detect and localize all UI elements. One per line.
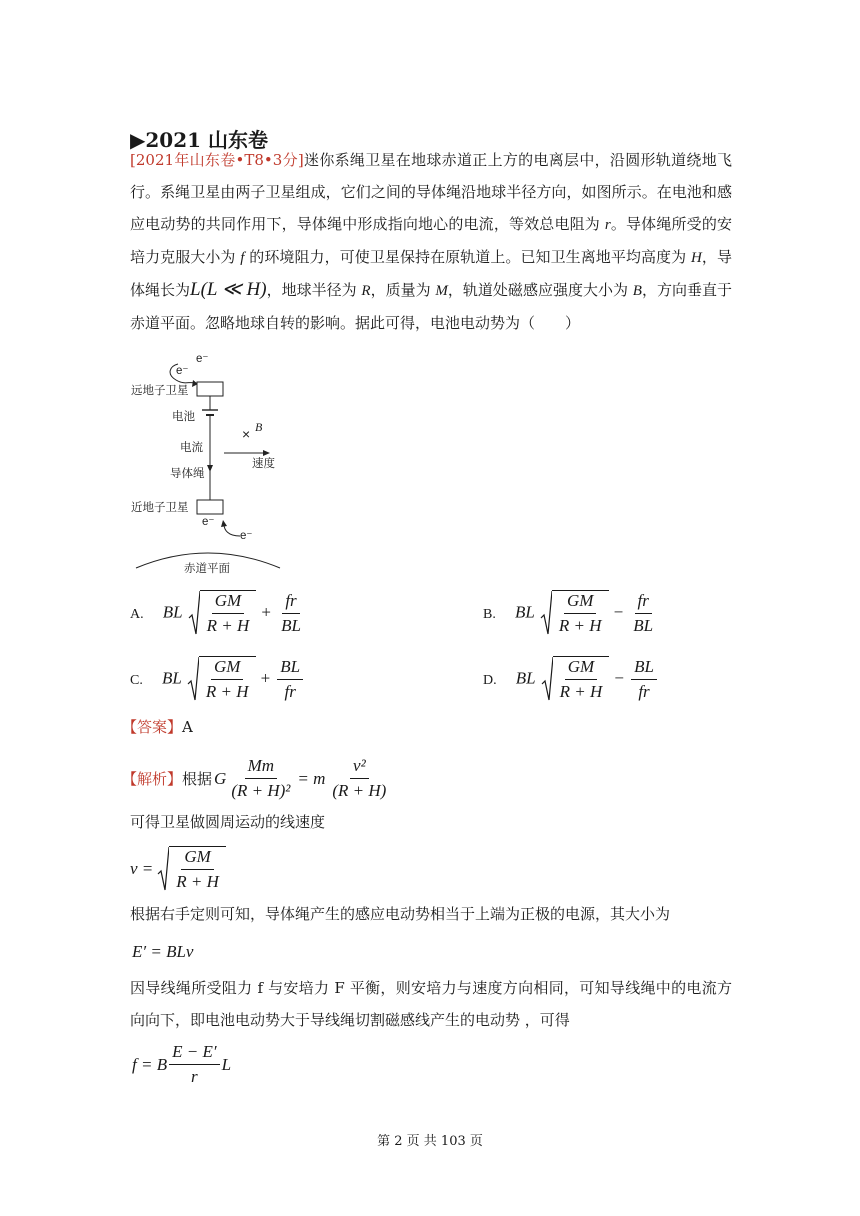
option-a[interactable]: A. BL $\frac{GM}{R + H}$ + $\frac{fr}{BL}$ [130, 590, 301, 635]
answer-value: A [182, 718, 193, 736]
bottom-electron-arrowhead [221, 520, 227, 527]
length-expression: L(L ≪ H) [190, 279, 267, 300]
analysis-eq2: v = $\frac{GM}{R + H}$ [130, 846, 226, 892]
analysis-eq1: 【解析】 根据 G $\frac{Mm}{\text{(R + H)²}}$ = m $\frac{\text{v²}}{(R + H)}$ [122, 756, 387, 800]
current-arrowhead [207, 465, 213, 472]
option-c[interactable]: C. BL $\frac{GM}{R + H}$ + $\frac{BL}{fr}$ [130, 656, 305, 702]
far-satellite-box [197, 382, 223, 396]
e-bottom-label-1: e⁻ [202, 516, 215, 528]
section-heading: ▶2021 山东卷 [130, 128, 269, 152]
near-satellite-box [197, 500, 223, 514]
velocity-arrowhead [263, 450, 270, 456]
answer-line [122, 716, 193, 737]
option-d[interactable]: D. BL $\frac{GM}{R + H}$ − $\frac{BL}{fr}$ [483, 656, 659, 702]
analysis-tag: 【解析】 [122, 770, 183, 788]
current-label: 电流 [180, 442, 203, 454]
tether-label: 导体绳 [170, 468, 205, 480]
e-bottom-label-2: e⁻ [240, 530, 253, 542]
analysis-eq4: f = B $\frac{E - E'}{r}$ L [132, 1042, 232, 1086]
analysis-line3: 根据右手定则可知，导体绳产生的感应电动势相当于上端为正极的电源，其大小为 [130, 905, 671, 923]
sqrt-symbol: $\frac{GM}{R + H}$ [157, 846, 226, 892]
field-b-label: B [255, 420, 263, 434]
page-footer: 第 2 页 共 103 页 [377, 1134, 483, 1149]
sqrt-symbol: $\frac{GM}{R + H}$ [541, 656, 610, 702]
question-source: [2021年山东卷•T8•3分] [130, 151, 304, 169]
near-satellite-label: 近地子卫星 [131, 502, 189, 514]
field-cross: × [242, 426, 251, 442]
far-satellite-label: 远地子卫星 [131, 385, 189, 397]
battery-label: 电池 [172, 411, 195, 423]
option-b[interactable]: B. BL $\frac{GM}{R + H}$ − $\frac{fr}{BL}$ [483, 590, 654, 635]
analysis-eq3: E′ = BLv [132, 942, 194, 961]
e-top-label-2: e⁻ [196, 353, 209, 365]
e-top-label-1: e⁻ [176, 365, 189, 377]
analysis-line2: 可得卫星做圆周运动的线速度 [130, 813, 326, 831]
answer-tag: 【答案】 [122, 718, 183, 736]
sqrt-symbol: $\frac{GM}{R + H}$ [188, 590, 257, 636]
tether-satellite-diagram [128, 350, 298, 578]
equator-label: 赤道平面 [184, 563, 230, 575]
sqrt-symbol: $\frac{GM}{R + H}$ [187, 656, 256, 702]
velocity-label: 速度 [252, 458, 275, 470]
question-text: [2021年山东卷•T8•3分]迷你系绳卫星在地球赤道正上方的电离层中，沿圆形轨道绕地飞行。系绳卫星由两子卫星组成，它们之间的导体绳沿地球半径方向，如图所示。在电池和感应电动势的共同作用下，导体绳中形成指向地心的电流，等效总电阻为 r。导体绳所受的安培力克服大小为 f 的环境阻力，可使卫星保持在原轨道上。已知卫生离地平均高度为 H，导体绳长为L(L ≪ H)，地球半径为 R，质量为 M，轨道处磁感应强度大小为 B，方向垂直于赤道平面。忽略地球自转的影响。据此可得，电池电动势为（ ） [130, 151, 732, 332]
analysis-line4: 因导线绳所受阻力 f 与安培力 F 平衡，则安培力与速度方向相同，可知导线绳中的电流方向向下，即电池电动势大于导线绳切割磁感线产生的电动势 ，可得 [130, 979, 732, 1029]
sqrt-symbol: $\frac{GM}{R + H}$ [540, 590, 609, 636]
